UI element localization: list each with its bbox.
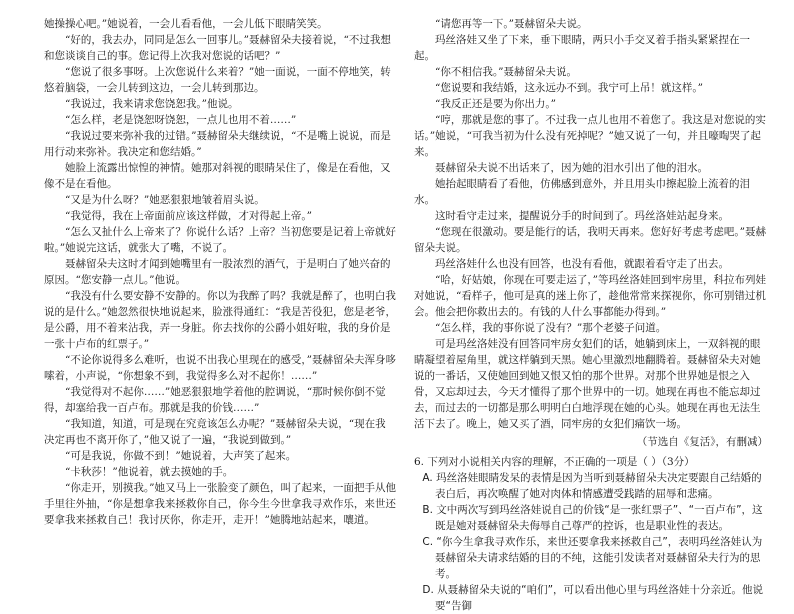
paragraph: 她脸上流露出惊惶的神情。她那对斜视的眼睛呆住了，像是在看他，又像不是在看他。 — [44, 162, 391, 190]
left-column — [44, 16, 396, 528]
paragraph: “怎么样，老是饶恕呀饶恕，一点儿也用不着……” — [65, 114, 297, 126]
paragraph: 她抬起眼睛看了看他，仿佛感到意外，并且用头巾擦起脸上流着的泪水。 — [414, 178, 750, 206]
paragraph: “怎么样，我的事你说了没有？”那个老婆子问道。 — [435, 322, 667, 334]
paragraph: “我说过要来弥补我的过错。”聂赫留朵夫继续说，“不是嘴上说说，而是用行动来弥补。我决定和您结婚。” — [44, 130, 391, 158]
paragraph: “我没有什么要安静不安静的。你以为我醉了吗？我就是醉了，也明白我说的是什么。”她忽然很快地说起来，脸涨得通红：“我是苦役犯，您是老爷，是公爵，用不着来沾我，弄一身脏。你去找你的公爵小姐好啦，我的身价是一张十卢布的红票子。” — [44, 290, 396, 350]
paragraph: “我觉得对不起你……”她恶狠狠地学着他的腔调说，“那时候你倒不觉得，却塞给我一百卢布。那就是我的价钱……” — [44, 386, 386, 414]
paragraph: “可是我说，你做不到！”她说着，大声笑了起来。 — [65, 450, 297, 462]
paragraph: 她操操心吧。”她说着，一会儿看看他，一会儿低下眼睛笑笑。 — [44, 18, 328, 30]
question-option: B. 文中两次写到玛丝洛娃说自己的价钱“是一张红票子”、“一百卢布”，这既是她对聂赫留朵夫侮辱自己尊严的控诉，也是职业性的表达。 — [422, 504, 763, 532]
question-option: C. “你今生拿我寻欢作乐，来世还要拿我来拯救自己”，表明玛丝洛娃认为聂赫留朵夫请求结婚的目的不纯，这能引发读者对聂赫留朵夫行为的思考。 — [422, 536, 763, 580]
paragraph: 这时看守走过来，提醒说分手的时间到了。玛丝洛娃站起身来。 — [435, 210, 729, 222]
question-options — [414, 470, 768, 614]
right-paragraphs — [414, 16, 768, 432]
paragraph: “哼，那就是您的事了。不过我一点儿也用不着您了。我这是对您说的实话。”她说，“可我当初为什么没有死掉呢？”她又说了一句，并且嚎啕哭了起来。 — [414, 114, 766, 158]
right-column — [414, 16, 768, 614]
paragraph: “你走开，别摸我。”她又马上一张脸变了颜色，叫了起来，一面把手从他手里往外抽，“你是想拿我来拯救你自己，你今生今世拿我寻欢作乐，来世还要拿我来拯救自己！我讨厌你，你走开，走开！”她腾地站起来，嚷道。 — [44, 482, 396, 526]
paragraph: 可是玛丝洛娃没有回答同牢房女犯们的话，她躺到床上，一双斜视的眼睛凝望着屋角里，就这样躺到天黑。她心里激烈地翻腾着。聂赫留朵夫对她说的一番话，又使她回到她又恨又怕的那个世界。对那个世界她是恨之入骨，又忘却过去，今天才懂得了那个世界中的一切。她现在再也不能忘却过去，而过去的一切都是那么明明白白地浮现在她的心头。她现在再也无法生活下去了。晚上，她又买了酒，同牢房的女犯们痛饮一场。 — [414, 338, 761, 430]
paragraph: “卡秋莎！”他说着，就去摸她的手。 — [65, 466, 234, 478]
paragraph: “我说过，我来请求您饶恕我。”他说。 — [65, 98, 239, 110]
paragraph: “我觉得，我在上帝面前应该这样做，才对得起上帝。” — [65, 210, 312, 222]
paragraph: “我知道，知道，可是现在究竟该怎么办呢？”聂赫留朵夫说，“现在我决定再也不离开你了，”他又说了一遍，“我说到做到。” — [44, 418, 386, 446]
paragraph: “您说要和我结婚，这永远办不到。我宁可上吊！就这样。” — [435, 82, 703, 94]
paragraph: “您说了很多事呀。上次您说什么来着？”她一面说，一面不停地笑，转悠着脑袋，一会儿转到这边，一会儿转到那边。 — [44, 66, 391, 94]
source-note: （节选自《复活》，有删减） — [636, 436, 768, 448]
paragraph: 玛丝洛娃又坐了下来，垂下眼睛，两只小手交叉着手指头紧紧捏在一起。 — [414, 34, 750, 62]
paragraph: “不论你说得多么难听，也说不出我心里现在的感受，”聂赫留朵夫浑身哆嗦着，小声说，“你想象不到，我觉得多么对不起你！……” — [44, 354, 396, 382]
paragraph: “你不相信我。”聂赫留朵夫说。 — [435, 66, 577, 78]
paragraph: 玛丝洛娃什么也没有回答，也没有看他，就跟着看守走了出去。 — [435, 258, 729, 270]
question-option: D. 从聂赫留朵夫说的“咱们”，可以看出他心里与玛丝洛娃十分亲近。他说要“告御 — [422, 584, 764, 612]
paragraph: “好的，我去办，同同是怎么一回事儿。”聂赫留朵夫接着说，“不过我想和您谈谈自己的事。您记得上次我对您说的话吧？” — [44, 34, 391, 62]
paragraph: “哈，好姑娘，你现在可要走运了，”等玛丝洛娃回到牢房里，科拉布列娃对她说，“看样子，他可是真的迷上你了，趁他常常来探视你，你可别错过机会。他会把你救出去的。有钱的人什么事都能办得到。” — [414, 274, 766, 318]
paragraph: “您现在很激动。要是能行的话，我明天再来。您好好考虑考虑吧。”聂赫留朵夫说。 — [414, 226, 766, 254]
paragraph: “请您再等一下。”聂赫留朵夫说。 — [435, 18, 588, 30]
paragraph: “怎么又扯什么上帝来了？你说什么话？上帝？当初您要是记着上帝就好啦。”她说完这话，就张大了嘴，不说了。 — [44, 226, 396, 254]
question-option: A. 玛丝洛娃眼睛发呆的表情是因为当听到聂赫留朵夫决定要跟自己结婚的表白后，再次唤醒了她对肉体和情感遭受践踏的屈辱和悲痛。 — [422, 472, 762, 500]
question-stem: 6. 下列对小说相关内容的理解，不正确的一项是（ ）（3分） — [414, 456, 695, 468]
paragraph: “又是为什么呀？”她恶狠狠地皱着眉头说。 — [65, 194, 265, 206]
paragraph: 聂赫留朵夫说不出话来了，因为她的泪水引出了他的泪水。 — [435, 162, 708, 174]
paragraph: “我反正还是要为你出力。” — [435, 98, 556, 110]
paragraph: 聂赫留朵夫这时才闻到她嘴里有一股浓烈的酒气，于是明白了她兴奋的原因。“您安静一点儿。”他说。 — [44, 258, 391, 286]
